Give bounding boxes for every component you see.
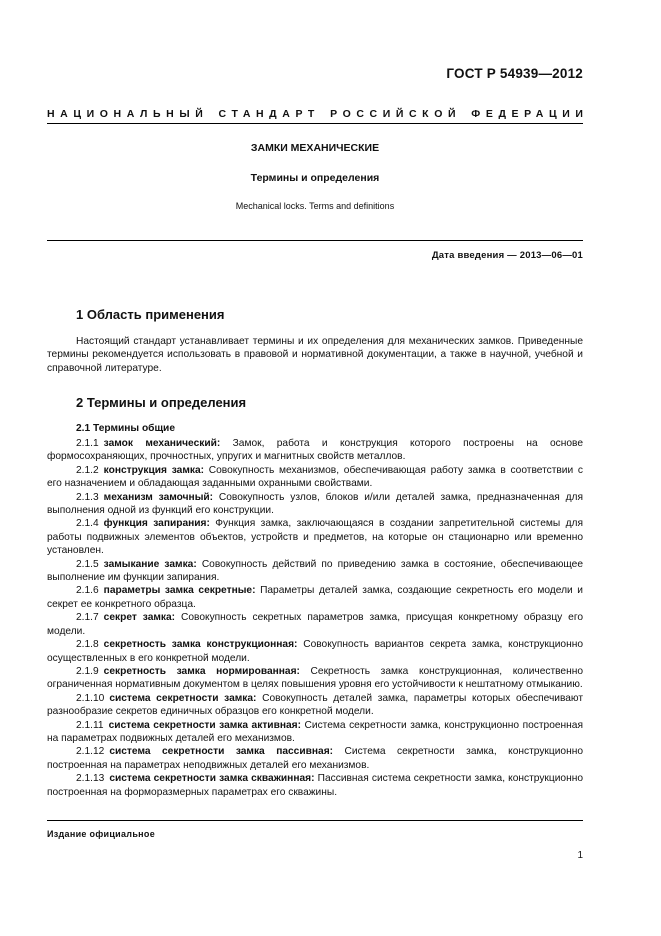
term-number: 2.1.9 [76,665,99,677]
term-definition: Совокупность деталей замка, параметры которых обеспечивают разнообразие секретов единичных образцов его конкретной модели. [47,692,583,718]
term-name: секретность замка нормированная: [103,665,300,677]
term-definition: Система секретности замка, конструкционно построенная на параметрах подвижных деталей его механизмов. [47,719,583,744]
term-definition: Совокупность вариантов секрета замка, конструкционно осуществленных в его конкретной модели. [47,639,583,664]
section-2-heading: 2 Термины и определения [76,395,247,410]
title-divider [47,240,583,241]
term-definition: Секретность замка конструкционная, количественно ограниченная нормативным документом в целях повышения уровня его устойчивости к нештатному отмыканию. [47,665,583,691]
term-name: параметры замка секретные: [103,585,256,597]
official-edition-label: Издание официальное [47,829,156,839]
term-definition: Совокупность механизмов, обеспечивающая работу замка в соответствии с его назначением и обладающая заданными охранными свойствами. [47,464,584,490]
term-entry [47,772,583,799]
terms-list [47,437,583,799]
term-definition: Совокупность узлов, блоков и/или деталей замка, предназначенная для выполнения одной из функций его конструкции. [47,491,583,517]
term-name: секрет замка: [103,612,176,624]
term-entry [47,558,583,585]
term-entry [47,745,583,772]
subsection-heading: 2.1 Термины общие [76,423,175,434]
term-entry [47,692,583,719]
banner-word: РОССИЙСКОЙ [330,108,462,120]
term-entry [47,464,583,491]
effective-date: Дата введения — 2013—06—01 [431,250,583,261]
term-number: 2.1.7 [76,612,99,624]
top-divider [47,123,583,124]
term-name: механизм замочный: [103,491,214,503]
term-entry [47,491,583,518]
term-name: система секретности замка активная: [108,719,301,731]
english-title: Mechanical locks. Terms and definitions [235,201,395,211]
term-entry [47,584,583,611]
term-name: замыкание замка: [103,558,197,570]
term-entry [47,517,583,557]
national-standard-banner [47,108,589,120]
paragraph: Настоящий стандарт устанавливает термины и их определения для механических замков. Приведенные термины рекомендуется использовать в правовой и нормативной документации, а также в научной, учебной и справочной литературе. [47,336,583,374]
term-number: 2.1.1 [76,438,99,449]
term-number: 2.1.3 [76,491,99,503]
term-entry [47,611,583,638]
document-subtitle: Термины и определения [250,172,380,184]
term-number: 2.1.4 [76,518,99,530]
term-definition: Замок, работа и конструкция которого построены на основе формосохраняющих, прочностных, упругих и магнитных свойств металлов. [47,438,583,463]
section-1-text [47,335,583,375]
term-definition: Система секретности замка, конструкционно построенная на параметрах неподвижных деталей его механизмов. [47,746,583,771]
term-number: 2.1.2 [76,464,99,476]
term-entry [47,665,583,692]
term-name: система секретности замка скважинная: [109,773,315,785]
term-definition: Совокупность действий по приведению замка в состояние, обеспечивающее выполнение им функции запирания. [47,558,583,584]
banner-word: ФЕДЕРАЦИИ [471,108,589,120]
standard-number: ГОСТ Р 54939—2012 [446,66,583,81]
term-name: конструкция замка: [103,464,205,476]
term-entry [47,638,583,665]
term-name: функция запирания: [103,518,210,530]
term-name: система секретности замка: [109,692,257,704]
document-title: ЗАМКИ МЕХАНИЧЕСКИЕ [250,142,380,154]
term-definition: Пассивная система секретности замка, конструкционно построенная на форморазмерных параметрах его скважины. [47,773,583,798]
term-number: 2.1.8 [76,639,99,651]
term-entry [47,719,583,746]
term-number: 2.1.10 [76,692,105,704]
section-1-heading: 1 Область применения [76,307,225,322]
page-number: 1 [577,850,583,861]
term-name: замок механический: [103,438,221,449]
banner-word: НАЦИОНАЛЬНЫЙ [47,108,209,120]
term-number: 2.1.11 [76,719,104,731]
term-definition: Параметры деталей замка, создающие секретность его модели и секрет ее конкретного образца. [47,585,583,610]
banner-word: СТАНДАРТ [218,108,320,120]
footer-divider [47,820,583,821]
term-name: система секретности замка пассивная: [109,746,334,758]
term-entry [47,437,583,464]
term-number: 2.1.6 [76,585,99,597]
term-number: 2.1.5 [76,558,99,570]
term-definition: Совокупность секретных параметров замка, присущая конкретному образцу его модели. [47,612,583,637]
term-definition: Функция замка, заключающаяся в создании запретительной системы для работы подвижных элементов объектов, устройств и предметов, на которые он стационарно или временно установлен. [47,518,583,557]
term-number: 2.1.12 [76,746,105,758]
term-number: 2.1.13 [76,773,105,785]
term-name: секретность замка конструкционная: [103,639,298,651]
